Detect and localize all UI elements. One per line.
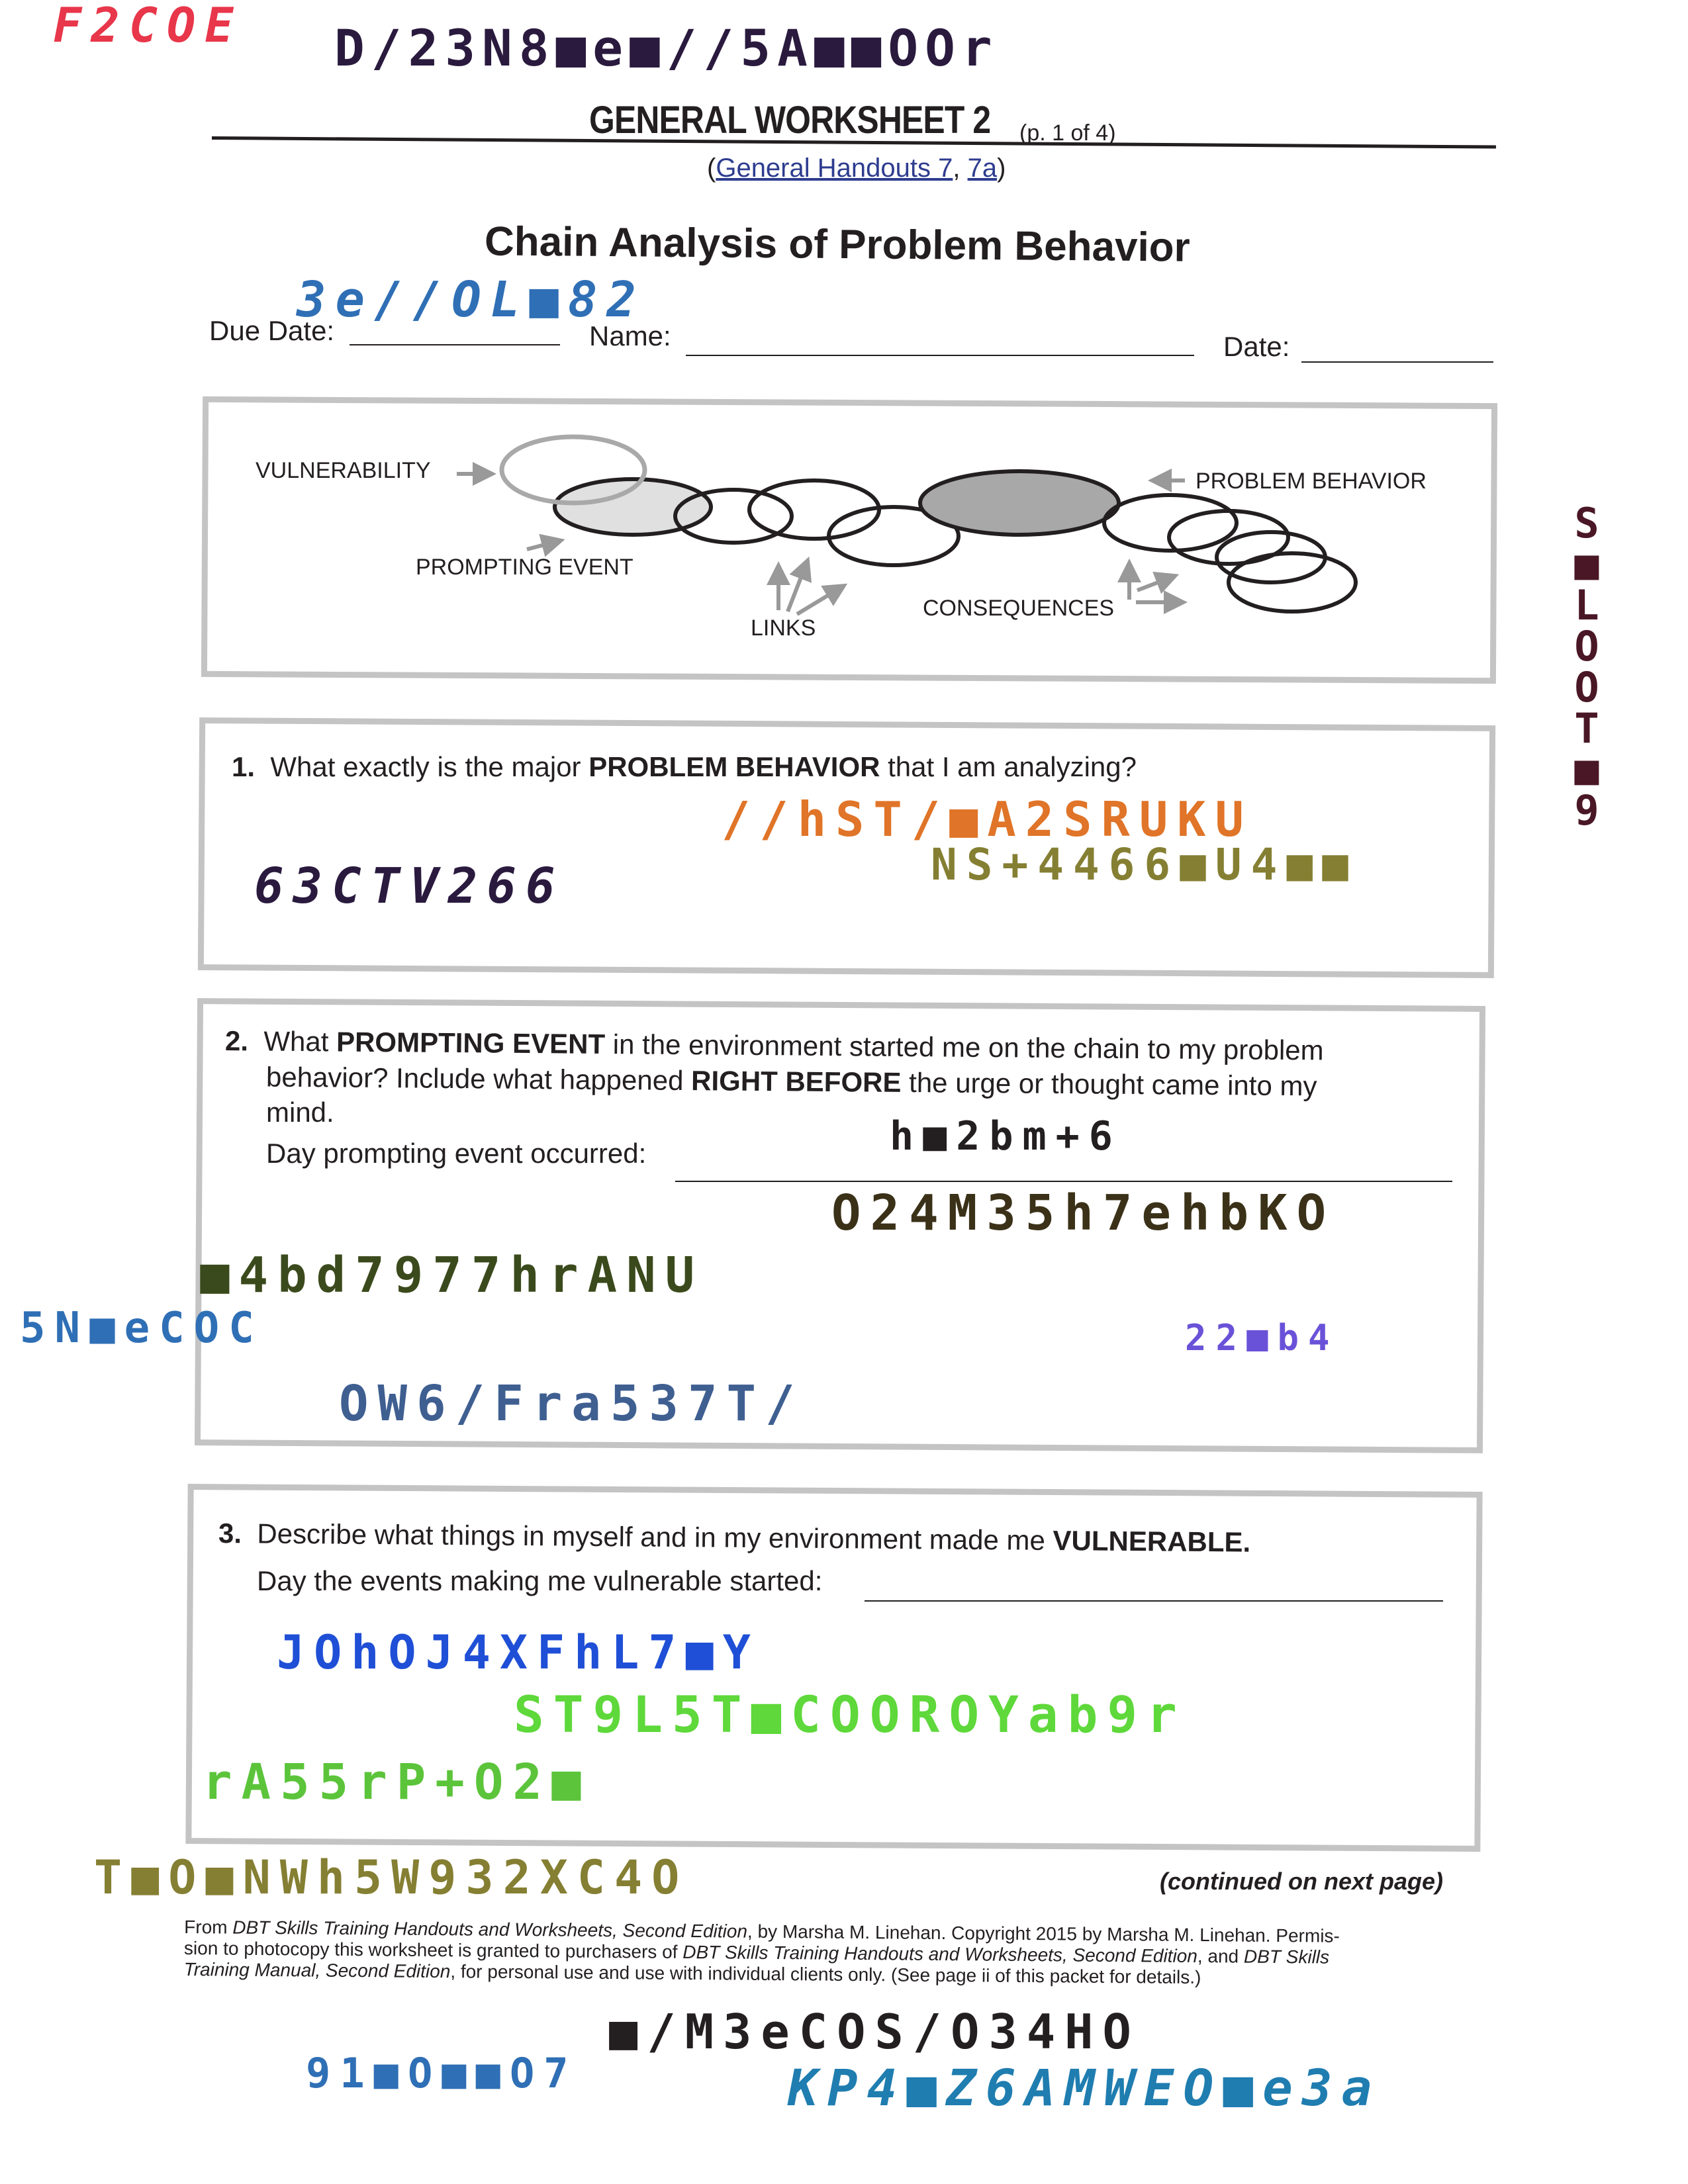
question-3-text: 3. Describe what things in myself and in my environment made me VULNERABLE.	[218, 1518, 1251, 1558]
handwriting-q2-line2: ■4bd7977hrANU	[200, 1247, 704, 1304]
handwriting-top-main: D/23N8■e■//5A■■OOr	[334, 19, 999, 77]
handwriting-q2-line1: O24M35h7ehbKO	[831, 1185, 1336, 1242]
handouts-reference: (General Handouts 7, 7a)	[707, 154, 1006, 183]
handwriting-q2-violet: 22■b4	[1185, 1317, 1339, 1359]
handwriting-q1-purple: 63CTV266	[254, 858, 565, 915]
q3-day-field[interactable]	[865, 1600, 1443, 1602]
handwriting-bottom-blue: 91■O■■O7	[306, 2049, 578, 2097]
continued-note: (continued on next page)	[1160, 1868, 1443, 1895]
vulnerability-label: VULNERABILITY	[256, 458, 431, 483]
due-date-label: Due Date:	[209, 315, 335, 346]
question-1-text: 1. What exactly is the major PROBLEM BEHAVIOR that I am analyzing?	[232, 751, 1137, 782]
consequences-label: CONSEQUENCES	[923, 596, 1115, 621]
handwriting-q3-blue: JOhOJ4XFhL7■Y	[277, 1625, 760, 1680]
handwriting-q3-green2: rA55rP+O2■	[203, 1754, 590, 1811]
question-2-day-label: Day prompting event occurred:	[266, 1138, 647, 1169]
handwriting-q1-olive: NS+4466■U4■■	[931, 839, 1358, 890]
page-title: Chain Analysis of Problem Behavior	[484, 218, 1191, 271]
handwriting-bottom-teal: KP4■Z6AMWEO■e3a	[788, 2058, 1382, 2117]
name-label: Name:	[589, 320, 671, 351]
question-3-day-label: Day the events making me vulnerable started:	[257, 1565, 823, 1596]
q2-day-field[interactable]	[675, 1181, 1452, 1182]
handwriting-q2-steel: OW6/Fra537T/	[339, 1375, 804, 1432]
handout-link-7a[interactable]: 7a	[967, 154, 998, 183]
handout-link-7[interactable]: General Handouts 7	[716, 154, 953, 183]
prompting-event-label: PROMPTING EVENT	[416, 555, 633, 580]
page-info: (p. 1 of 4)	[1019, 120, 1116, 146]
date-label: Date:	[1223, 331, 1290, 362]
handwriting-vertical: S ■ L O O T ■ 9	[1574, 499, 1599, 835]
handwriting-q3-green1: ST9L5T■COOROYab9r	[514, 1685, 1186, 1744]
problem-behavior-link	[920, 471, 1119, 535]
handwriting-due-date: 3e//OL■82	[297, 271, 645, 328]
problem-behavior-label: PROBLEM BEHAVIOR	[1196, 469, 1427, 494]
handwriting-q2-day: h■2bm+6	[890, 1113, 1122, 1160]
handwriting-q1-orange: //hST/■A2SRUKU	[722, 792, 1253, 847]
chain-diagram	[0, 0, 1688, 728]
question-2-text: 2. What PROMPTING EVENT in the environment started me on the chain to my problem behavior? Include what happened RIGHT BEFORE the urge or thought came into my mind.	[224, 1025, 1324, 1128]
links-label: LINKS	[751, 615, 816, 641]
chain-links	[502, 437, 1356, 612]
handwriting-bottom-black: ■/M3eCOS/O34HO	[609, 2004, 1141, 2060]
handwriting-q2-blue: 5N■eCOC	[20, 1304, 263, 1353]
handwriting-bottom-olive: T■O■NWh5W932XC4O	[94, 1850, 689, 1905]
worksheet-title: GENERAL WORKSHEET 2	[589, 99, 991, 142]
prompting-arrow	[527, 541, 557, 549]
links-arrow-3	[797, 588, 841, 614]
consequence-arrow-2	[1137, 577, 1172, 590]
links-arrow-2	[788, 564, 806, 612]
copyright-footer: From DBT Skills Training Handouts and Worksheets, Second Edition, by Marsha M. Linehan. Copyright 2015 by Marsha M. Linehan. Permis- sion to photocopy this worksheet is granted to purchasers of DBT Skills Training Handouts and Worksheets, Second Edition, and DBT Skills Training Manual, Second Edition, for personal use and use with individual clients only. (See page ii of this packet for details.)	[183, 1917, 1340, 1988]
handwriting-top-red: F2COE	[53, 0, 243, 53]
